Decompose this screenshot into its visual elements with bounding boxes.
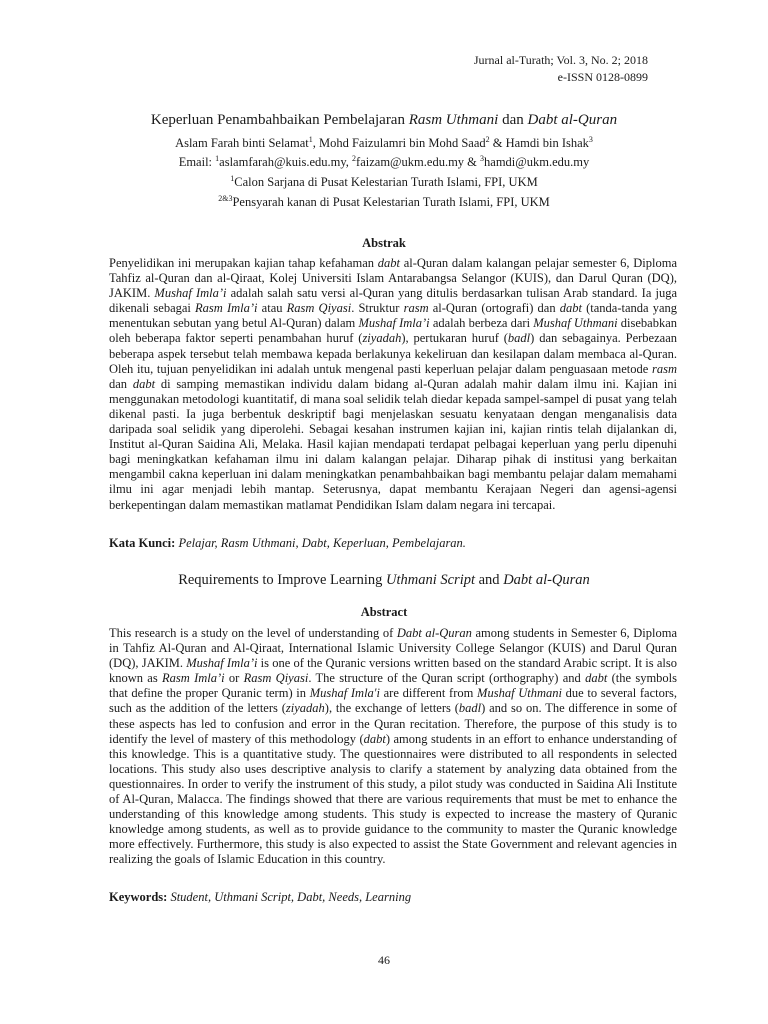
author-name: , Mohd Faizulamri bin Mohd Saad — [312, 136, 486, 150]
italic-term: ziyadah — [362, 331, 402, 346]
text-run: (the symbols that define the proper Quranic term) in — [109, 671, 678, 701]
text-run: adalah salah satu versi al-Quran yang ditulis berdasarkan tulisan Arab standard. Ia juga dikenali sebagai — [109, 286, 677, 316]
text-run: (tanda-tanda yang menentukan sebutan yang betul Al-Quran) dalam — [109, 301, 678, 331]
email-sup: 2 — [352, 153, 357, 163]
english-title-part: and — [475, 572, 504, 588]
author-sup: 3 — [588, 134, 593, 144]
text-run: due to several factors, such as the addition of the letters ( — [109, 686, 678, 716]
keywords-label: Keywords: — [109, 890, 168, 904]
italic-term: Rasm Qiyasi — [243, 671, 309, 686]
english-title-part: Requirements to Improve Learning — [178, 572, 386, 588]
kata-kunci-label: Kata Kunci: — [109, 536, 176, 550]
text-run: are different from — [379, 686, 478, 701]
abstrak-heading: Abstrak — [362, 236, 406, 250]
italic-term: rasm — [403, 301, 429, 316]
italic-term: Mushaf Imla’i — [154, 286, 227, 301]
author-name: Aslam Farah binti Selamat — [175, 136, 309, 150]
text-run: atau — [257, 301, 287, 316]
text-run: disebabkan oleh beberapa faktor seperti penambahan huruf ( — [109, 316, 678, 346]
italic-term: Rasm Qiyasi — [286, 301, 352, 316]
text-run: adalah berbeza dari — [429, 316, 534, 331]
english-title-italic: Dabt al-Quran — [503, 572, 590, 588]
english-title-italic: Uthmani Script — [385, 572, 475, 588]
malay-title-italic: Dabt al-Quran — [527, 112, 618, 128]
malay-title — [0, 112, 768, 129]
keywords — [109, 890, 677, 905]
text-run: is one of the Quranic versions written based on the standard Arabic script. It is also known as — [109, 656, 677, 686]
affiliation-text: Calon Sarjana di Pusat Kelestarian Turath Islami, FPI, UKM — [234, 175, 538, 189]
email-sup: 1 — [215, 153, 220, 163]
italic-term: Rasm Imla’i — [195, 301, 258, 316]
text-run: This research is a study on the level of understanding of — [109, 626, 397, 640]
malay-title-italic: Rasm Uthmani — [408, 112, 499, 128]
email-address[interactable]: faizam@ukm.edu.my & — [356, 155, 481, 169]
malay-title-part: Keperluan Penambahbaikan Pembelajaran — [150, 112, 409, 128]
abstract-heading: Abstract — [360, 605, 408, 619]
italic-term: Mushaf Imla’i — [358, 316, 430, 331]
text-run: or — [224, 671, 244, 686]
email-address[interactable]: hamdi@ukm.edu.my — [484, 155, 590, 169]
affiliation-sup: 2&3 — [218, 193, 233, 203]
text-run: al-Quran dalam kalangan pelajar semester 6, Diploma Tahfiz al-Quran dan al-Qiraat, Kolej Universiti Islam Antarabangsa Selangor (KUIS), dan Darul Quran (DQ), JAKIM. — [109, 256, 677, 301]
italic-term: rasm — [651, 361, 677, 376]
page-number: 46 — [378, 953, 390, 967]
text-run: ) dan sebagainya. Perbezaan beberapa aspek tersebut telah membawa kepada berlakunya kekeliruan dan kesilapan dalam membaca al-Quran. Oleh itu, tujuan penyelidikan ini adalah untuk mengenal pasti keperluan pelajar dalam penguasaan metode — [109, 331, 677, 376]
text-run: al-Quran (ortografi) dan — [428, 301, 560, 316]
journal-header — [474, 52, 648, 86]
author-name: & Hamdi bin Ishak — [489, 136, 589, 150]
text-run: Penyelidikan ini merupakan kajian tahap kefahaman — [109, 256, 378, 270]
abstrak-paragraph — [109, 256, 677, 513]
email-line — [0, 155, 768, 170]
italic-term: dabt — [363, 731, 386, 746]
author-sup: 2 — [485, 134, 490, 144]
affiliation-2 — [0, 195, 768, 210]
italic-term: Mushaf Uthmani — [477, 686, 562, 701]
text-run: ), pertukaran huruf ( — [401, 331, 508, 346]
kata-kunci-text: Pelajar, Rasm Uthmani, Dabt, Keperluan, Pembelajaran. — [175, 536, 466, 550]
journal-citation: Jurnal al-Turath; Vol. 3, No. 2; 2018 — [473, 53, 648, 67]
affiliation-sup: 1 — [230, 173, 235, 183]
text-run: . Struktur — [351, 301, 404, 316]
email-sup: 3 — [480, 153, 485, 163]
italic-term: dabt — [585, 671, 608, 686]
author-list — [0, 136, 768, 151]
italic-term: dabt — [559, 301, 582, 316]
affiliation-1 — [0, 175, 768, 190]
italic-term: Rasm Imla’i — [162, 671, 225, 686]
text-run: di samping memastikan individu dalam bidang al-Quran adalah mahir dalam ilmu ini. Kajian ini menggunakan metodologi kuantitatif, di mana soal selidik telah diedar kepada sampel-sampel di pusat yang telah dikenal pasti. Ia juga berbentuk deskriptif bagi menjelaskan sesuatu kenyataan dengan menganalisis data daripada soal selidik yang diperolehi. Sebagai kesahan instrumen kajian ini, kajian rintis telah dijalankan di, Institut al-Quran Saidina Ali, Melaka. Hasil kajian mendapati terdapat pelbagai keperluan yang perlu dipenuhi bagi meningkatkan kefahaman ilmu ini dalam kalangan pelajar. Diharap pihak di institusi yang berkaitan mengambil cakna keperluan ini dalam meningkatkan penambahbaikan bagi membantu pelajar dalam memahami ilmu ini agar menjadi lebih mantap. Seterusnya, dapat membantu Kerajaan Negeri dan agensi-agensi berkepentingan dalam memastikan matlamat Pendidikan Islam dalam negara ini tercapai. — [109, 376, 677, 512]
email-address[interactable]: aslamfarah@kuis.edu.my, — [219, 155, 353, 169]
text-run: among students in Semester 6, Diploma in Tahfiz Al-Quran and Al-Qiraat, International Islamic University College Selangor (KUIS) and Darul Quran (DQ), JAKIM. — [109, 626, 677, 671]
email-label: Email: — [178, 155, 216, 169]
journal-issn: e-ISSN 0128-0899 — [557, 70, 648, 84]
italic-term: Mushaf Uthmani — [533, 316, 618, 331]
italic-term: Mushaf Imla'i — [309, 686, 380, 701]
italic-term: Mushaf Imla’i — [186, 656, 258, 671]
abstract-paragraph — [109, 626, 677, 868]
text-run: . The structure of the Quran script (orthography) and — [308, 671, 586, 686]
author-sup: 1 — [308, 134, 313, 144]
text-run: ) among students in an effort to enhance understanding of this knowledge. This is a quantitative study. The questionnaires were distributed to all respondents in selected locations. This study also uses descriptive analysis to clarify a statement by analyzing data obtained from the questionnaires. In order to verify the instrument of this study, a pilot study was conducted in Saidina Ali Institute of Al-Quran, Malacca. The findings showed that there are various requirements that must be met to enhance the understanding of this knowledge among students. This study is expected to increase the mastery of Quranic knowledge among students, as well as to provide guidance to the community to master the Quranic knowledge more effectively. Furthermore, this study is also expected to assist the State Government and relevant agencies in realizing the goals of Islamic Education in this country. — [109, 731, 678, 867]
affiliation-text: Pensyarah kanan di Pusat Kelestarian Turath Islami, FPI, UKM — [232, 195, 550, 209]
italic-term: dabt — [377, 256, 400, 270]
text-run: dan — [109, 376, 133, 391]
italic-term: badl — [507, 331, 531, 346]
malay-title-part: dan — [498, 112, 528, 128]
kata-kunci — [109, 536, 677, 551]
text-run: ), the exchange of letters ( — [324, 701, 459, 716]
italic-term: Dabt al-Quran — [396, 626, 472, 640]
keywords-text: Student, Uthmani Script, Dabt, Needs, Learning — [167, 890, 412, 904]
italic-term: dabt — [132, 376, 156, 391]
italic-term: ziyadah — [285, 701, 325, 716]
text-run: ) and so on. The difference in some of these aspects has led to confusion and error in the Quran recitation. Therefore, the purpose of this study is to identify the level of mastery of this methodology ( — [109, 701, 678, 746]
italic-term: badl — [458, 701, 482, 716]
english-title — [0, 572, 768, 589]
